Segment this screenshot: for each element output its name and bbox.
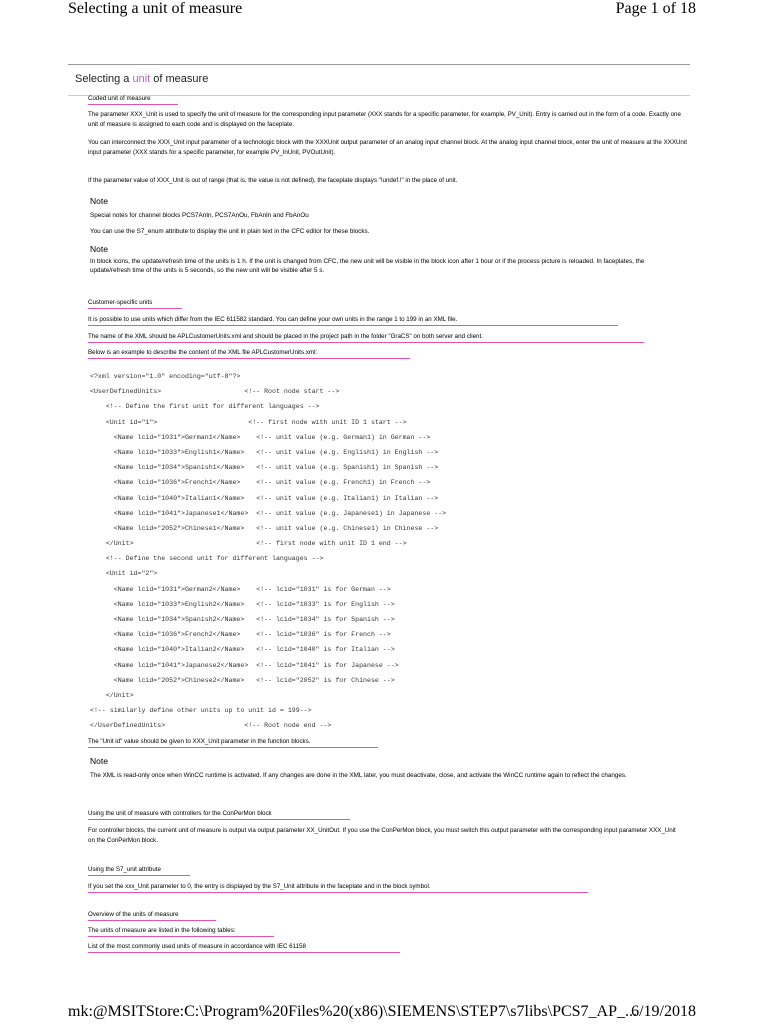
note-label-1: Note: [90, 196, 108, 206]
xml-line: <!-- Define the first unit for different languages -->: [90, 403, 320, 411]
section-title: Selecting a unit of measure: [75, 73, 209, 85]
unit-id-paragraph: The "Unit id" value should be given to XXX_Unit parameter in the function blocks.: [88, 737, 378, 748]
note-2-text: In block icons, the update/refresh time of the units is 1 h. If the unit is changed from CFC, the new unit will be visible in the block icon after 1 hour or if the process picture is reloaded. In faceplates, the update/refresh time of the units is 5 seconds, so the new unit will be visible after 5 s.: [90, 258, 645, 274]
footer-date: 6/19/2018: [631, 1003, 696, 1020]
note-3-text: The XML is read-only once when WinCC runtime is activated. If any changes are done in the XML later, you must deactivate, close, and activate the WinCC runtime again to reflect the changes.: [90, 772, 627, 779]
xml-line: <Name lcid="1041">Japanese1</Name> <!-- unit value (e.g. Japanese1) in Japanese -->: [90, 509, 447, 517]
xml-line: <Name lcid="1036">French1</Name> <!-- unit value (e.g. French1) in French -->: [90, 479, 431, 487]
xml-line: <Unit id="2">: [90, 570, 158, 578]
s7unit-heading[interactable]: Using the S7_unit attribute: [88, 865, 190, 876]
coded-paragraph-3: If the parameter value of XXX_Unit is out of range (that is, the value is not defined), the faceplate displays "!undef.!" in the place of unit.: [88, 177, 458, 184]
conpermon-paragraph: For controller blocks, the current unit of measure is output via output parameter XX_UnitOut. If you use the ConPerMon block, you must switch this output parameter with the corresponding input parameter XXX_Unit on the ConPerMon block.: [88, 827, 676, 844]
custom-paragraph-3: Below is an example to describe the content of the XML file APLCustomerUnits.xml:: [88, 348, 410, 359]
custom-paragraph-2: The name of the XML should be APLCustomerUnits.xml and should be placed in the project path in the folder "GraCS" on both server and client.: [88, 332, 644, 343]
xml-line: </UserDefinedUnits> <!-- Root node end -->: [90, 722, 332, 730]
xml-line: <Name lcid="1040">Italian1</Name> <!-- unit value (e.g. Italian1) in Italian -->: [90, 494, 439, 502]
coded-paragraph-2: You can interconnect the XXX_Unit input parameter of a technologic block with the XXXUnit output parameter of an analog input channel block. At the analog input channel block, enter the unit of measure at the XXXUnit input parameter (XXX stands for a specific parameter, for example PV_InUnit, PVOutUnit).: [88, 139, 687, 156]
note-1-line-2: You can use the S7_enum attribute to display the unit in plain text in the CFC editor for these blocks.: [90, 228, 370, 235]
page-header: [0, 0, 768, 24]
xml-line: <?xml version="1.0" encoding="utf-8"?>: [90, 373, 241, 380]
xml-line: <Name lcid="1031">German2</Name> <!-- lcid="1031" is for German -->: [90, 585, 391, 593]
coded-paragraph-1: The parameter XXX_Unit is used to specify the unit of measure for the corresponding input parameter (XXX stands for a specific parameter, for example, PV_Unit). Entry is carried out in the form of a code. Exactly one unit of measure is assigned to each code and is displayed on the faceplate.: [88, 111, 681, 128]
xml-line: <Name lcid="1034">Spanish1</Name> <!-- unit value (e.g. Spanish1) in Spanish -->: [90, 464, 439, 472]
help-content: [68, 64, 690, 96]
note-label-3: Note: [90, 756, 108, 766]
xml-line: <!-- Define the second unit for different languages -->: [90, 555, 324, 563]
xml-line: <Name lcid="1041">Japanese2</Name> <!-- lcid="1041" is for Japanese -->: [90, 661, 399, 669]
footer-path: mk:@MSITStore:C:\Program%20Files%20(x86)\SIEMENS\STEP7\s7libs\PCS7_AP_...: [68, 1003, 638, 1020]
xml-line: <UserDefinedUnits> <!-- Root node start -->: [90, 388, 340, 396]
note-1-line-1: Special notes for channel blocks PCS7AnIn, PCS7AnOu, FbAnIn and FbAnOu: [90, 212, 309, 219]
coded-heading[interactable]: Coded unit of measure: [88, 94, 178, 105]
page-footer: [0, 1003, 768, 1023]
xml-line: <Name lcid="1040">Italian2</Name> <!-- lcid="1040" is for Italian -->: [90, 646, 395, 654]
xml-line: <Name lcid="1033">English2</Name> <!-- lcid="1033" is for English -->: [90, 600, 395, 608]
xml-line: </Unit> <!-- first node with unit ID 1 end -->: [90, 540, 407, 548]
xml-line: </Unit>: [90, 691, 134, 699]
xml-line: <Name lcid="1034">Spanish2</Name> <!-- lcid="1034" is for Spanish -->: [90, 616, 395, 623]
s7unit-paragraph: If you set the xxx_Unit parameter to 0, the entry is displayed by the S7_Unit attribute in the faceplate and in the block symbol.: [88, 882, 588, 893]
xml-line: <Name lcid="1031">German1</Name> <!-- unit value (e.g. German1) in German -->: [90, 433, 431, 441]
overview-paragraph-2: List of the most commonly used units of measure in accordance with IEC 61158: [88, 942, 400, 953]
header-title: Selecting a unit of measure: [68, 0, 243, 17]
custom-heading[interactable]: Customer-specific units: [88, 298, 182, 309]
xml-line: <Name lcid="2052">Chinese1</Name> <!-- unit value (e.g. Chinese1) in Chinese -->: [90, 524, 439, 532]
overview-paragraph-1: The units of measure are listed in the following tables:: [88, 926, 274, 937]
xml-code-block: [90, 366, 446, 745]
xml-line: <Name lcid="1033">English1</Name> <!-- unit value (e.g. English1) in English -->: [90, 448, 439, 456]
xml-line: <Unit id="1"> <!-- first node with unit ID 1 start -->: [90, 418, 407, 426]
xml-line: <!-- similarly define other units up to unit id = 199-->: [90, 707, 312, 715]
conpermon-heading[interactable]: Using the unit of measure with controllers for the ConPerMon block: [88, 809, 350, 820]
note-label-2: Note: [90, 244, 108, 254]
section-title-unit: unit: [132, 73, 151, 85]
page-number: Page 1 of 18: [615, 0, 696, 17]
xml-line: <Name lcid="2052">Chinese2</Name> <!-- lcid="2052" is for Chinese -->: [90, 676, 395, 684]
overview-heading[interactable]: Overview of the units of measure: [88, 910, 216, 921]
custom-paragraph-1: It is possible to use units which differ from the IEC 611582 standard. You can define your own units in the range 1 to 199 in an XML file.: [88, 315, 618, 326]
xml-line: <Name lcid="1036">French2</Name> <!-- lcid="1036" is for French -->: [90, 631, 391, 639]
